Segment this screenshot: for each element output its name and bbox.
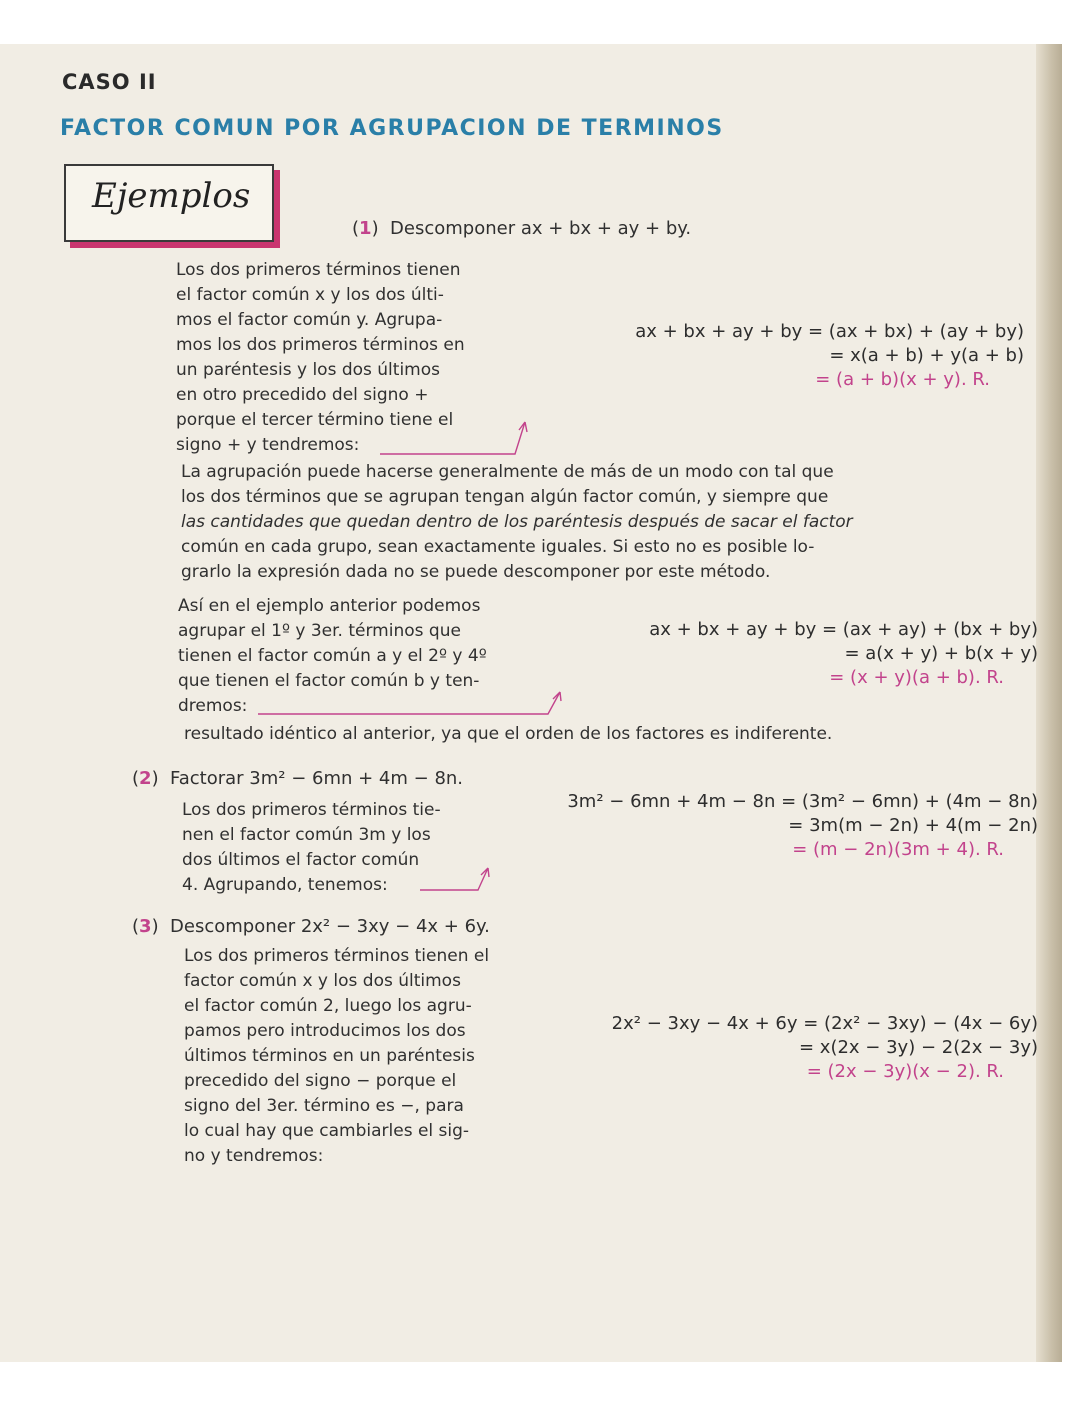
example-1-solution — [635, 320, 1024, 392]
math-result: = (a + b)(x + y). R. — [815, 369, 990, 390]
math-result: = (2x − 3y)(x − 2). R. — [806, 1061, 1004, 1082]
example-1-number: 1 — [359, 218, 372, 239]
example-3-statement: Descomponer 2x² − 3xy − 4x + 6y. — [170, 916, 490, 937]
text-line: signo del 3er. término es −, para — [184, 1096, 464, 1116]
example-2-explanation — [182, 798, 441, 898]
text-line: un paréntesis y los dos últimos — [176, 360, 440, 380]
text-line: el factor común 2, luego los agru- — [184, 996, 472, 1016]
math-result: = (x + y)(a + b). R. — [829, 667, 1004, 688]
text-line: precedido del signo − porque el — [184, 1071, 457, 1091]
text-line: La agrupación puede hacerse generalmente de más de un modo con tal que — [181, 462, 834, 482]
example-3-heading: (3) Descomponer 2x² − 3xy − 4x + 6y. — [132, 916, 490, 937]
section-title: FACTOR COMUN POR AGRUPACION DE TERMINOS — [60, 116, 724, 141]
text-line: el factor común x y los dos últi- — [176, 285, 444, 305]
text-line: últimos términos en un paréntesis — [184, 1046, 475, 1066]
math-step: ax + bx + ay + by = (ax + bx) + (ay + by) — [635, 321, 1024, 342]
text-line: factor común x y los dos últimos — [184, 971, 461, 991]
math-step: 3m² − 6mn + 4m − 8n = (3m² − 6mn) + (4m − 8n) — [567, 791, 1038, 812]
math-step: = x(2x − 3y) − 2(2x − 3y) — [799, 1037, 1038, 1058]
text-line: porque el tercer término tiene el — [176, 410, 454, 430]
example-3-explanation — [184, 944, 489, 1169]
text-line: Los dos primeros términos tienen — [176, 260, 461, 280]
text-line: pamos pero introducimos los dos — [184, 1021, 466, 1041]
example-2-solution — [567, 790, 1038, 862]
grouping-note — [181, 460, 853, 585]
example-2-heading: (2) Factorar 3m² − 6mn + 4m − 8n. — [132, 768, 464, 789]
text-line: las cantidades que quedan dentro de los paréntesis después de sacar el factor — [181, 512, 853, 532]
text-line: que tienen el factor común b y ten- — [178, 671, 480, 691]
example-1-statement: Descomponer ax + bx + ay + by. — [390, 218, 692, 239]
math-step: ax + bx + ay + by = (ax + ay) + (bx + by) — [649, 619, 1038, 640]
example-2-number: 2 — [139, 768, 152, 789]
text-line: Los dos primeros términos tie- — [182, 800, 441, 820]
math-step: = a(x + y) + b(x + y) — [844, 643, 1038, 664]
example-1-alt-solution — [649, 618, 1038, 690]
math-step: = 3m(m − 2n) + 4(m − 2n) — [788, 815, 1038, 836]
math-result: = (m − 2n)(3m + 4). R. — [792, 839, 1004, 860]
examples-label-box — [64, 164, 274, 242]
text-line: Los dos primeros términos tienen el — [184, 946, 490, 966]
text-line: agrupar el 1º y 3er. términos que — [178, 621, 461, 641]
text-line: lo cual hay que cambiarles el sig- — [184, 1121, 470, 1141]
text-line: tienen el factor común a y el 2º y 4º — [178, 646, 487, 666]
text-line: 4. Agrupando, tenemos: — [182, 875, 388, 895]
text-line: los dos términos que se agrupan tengan algún factor común, y siempre que — [181, 487, 829, 507]
example-1-closing: resultado idéntico al anterior, ya que el orden de los factores es indiferente. — [184, 724, 833, 744]
example-1-heading: (1) Descomponer ax + bx + ay + by. — [352, 218, 692, 239]
text-line: mos los dos primeros términos en — [176, 335, 465, 355]
text-line: nen el factor común 3m y los — [182, 825, 431, 845]
example-3-number: 3 — [139, 916, 152, 937]
text-line: mos el factor común y. Agrupa- — [176, 310, 443, 330]
text-line: Así en el ejemplo anterior podemos — [178, 596, 481, 616]
text-line: común en cada grupo, sean exactamente iguales. Si esto no es posible lo- — [181, 537, 815, 557]
math-step: 2x² − 3xy − 4x + 6y = (2x² − 3xy) − (4x − 6y) — [611, 1013, 1038, 1034]
examples-label: Ejemplos — [92, 176, 251, 216]
text-line: grarlo la expresión dada no se puede descomponer por este método. — [181, 562, 771, 582]
text-line: signo + y tendremos: — [176, 435, 360, 455]
book-page — [0, 44, 1062, 1362]
text-line: no y tendremos: — [184, 1146, 324, 1166]
text-line: dremos: — [178, 696, 248, 716]
text-line: dos últimos el factor común — [182, 850, 420, 870]
case-heading: CASO II — [62, 70, 157, 94]
example-3-solution — [612, 1012, 1038, 1084]
text-line: en otro precedido del signo + — [176, 385, 429, 405]
math-step: = x(a + b) + y(a + b) — [829, 345, 1024, 366]
book-spine — [1036, 44, 1062, 1362]
example-2-statement: Factorar 3m² − 6mn + 4m − 8n. — [170, 768, 464, 789]
example-2-pointer-arrow — [420, 864, 500, 894]
example-1-pointer-arrow — [380, 412, 530, 458]
example-1-alt-pointer-arrow — [258, 688, 568, 718]
